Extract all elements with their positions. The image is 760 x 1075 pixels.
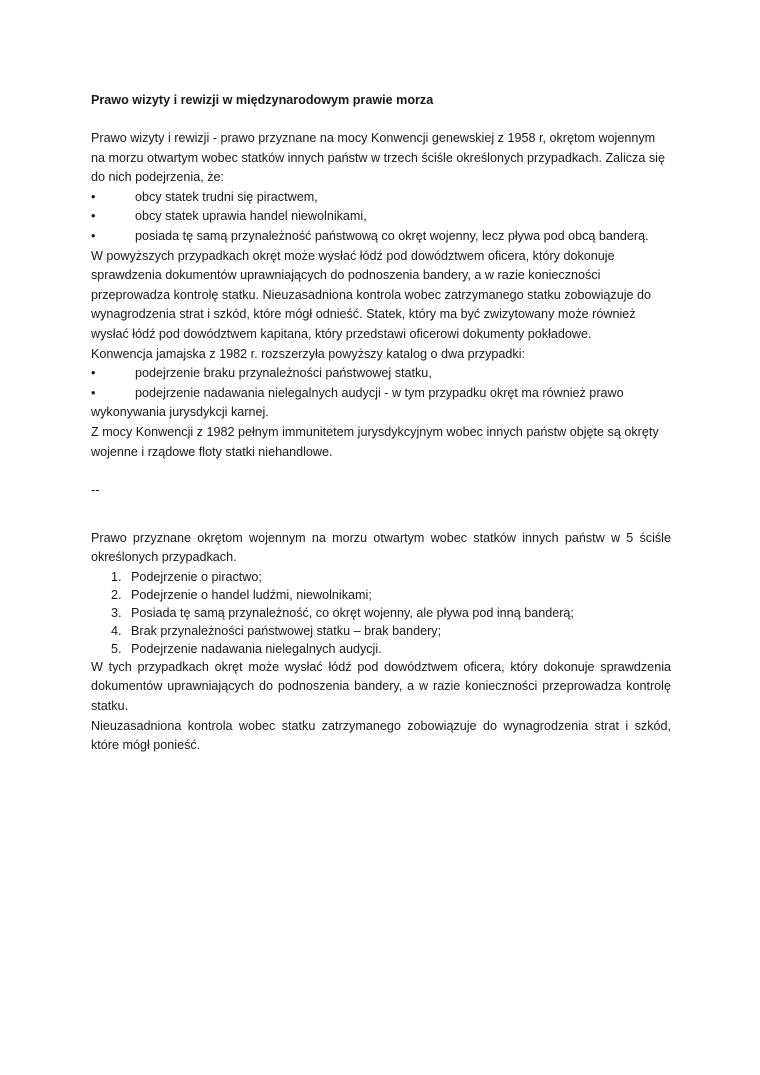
- section-two: [91, 529, 671, 756]
- bullet-icon: •: [91, 209, 96, 224]
- bullet-icon: •: [91, 385, 96, 400]
- separator: --: [91, 483, 100, 498]
- section-one: [91, 129, 671, 462]
- section-two-paragraph-2: W tych przypadkach okręt może wysłać łódź pod dowództwem oficera, który dokonuje sprawdzenia dokumentów uprawniających do podnoszenia bandery, a w razie konieczności przeprowadza kontrolę statku.: [91, 659, 671, 714]
- list-item: 5. Podejrzenie nadawania nielegalnych audycji.: [111, 641, 382, 656]
- section-two-paragraph-3: Nieuzasadniona kontrola wobec statku zatrzymanego zobowiązuje do wynagrodzenia strat i szkód, które mógł ponieść.: [91, 718, 671, 753]
- section-one-paragraph-4: Z mocy Konwencji z 1982 pełnym immunitetem jurysdykcyjnym wobec innych państw objęte są okręty wojenne i rządowe floty statki niehandlowe.: [91, 424, 659, 459]
- numbered-list: [91, 568, 671, 658]
- section-one-intro: Prawo wizyty i rewizji - prawo przyznane na mocy Konwencji genewskiej z 1958 r, okrętom wojennym na morzu otwartym wobec statków innych państw w trzech ściśle określonych przypadkach. Zalicza się do nich podejrzenia, że:: [91, 131, 665, 185]
- bullet-list-suspicions: [91, 188, 671, 247]
- section-one-paragraph-2: W powyższych przypadkach okręt może wysłać łódź pod dowództwem oficera, który dokonuje sprawdzenia dokumentów uprawniających do podnoszenia bandery, a w razie konieczności przeprowadza kontrolę statku. Nieuzasadniona kontrola wobec zatrzymanego statku zobowiązuje do wynagrodzenia strat i szkód, które mógł odnieść. Statek, który ma być zwizytowany może również wysłać łódź pod dowództwem kapitana, który przedstawi oficerowi dokumenty pokładowe.: [91, 248, 652, 341]
- list-item: 2. Podejrzenie o handel ludźmi, niewolnikami;: [111, 587, 372, 602]
- bullet-list-jamaica: [91, 364, 671, 423]
- bullet-icon: •: [91, 189, 96, 204]
- list-item: • podejrzenie braku przynależności państwowej statku,: [91, 364, 671, 384]
- list-item: • podejrzenie nadawania nielegalnych audycji - w tym przypadku okręt ma również prawo wykonywania jurysdykcji karnej.: [91, 385, 624, 420]
- bullet-icon: •: [91, 228, 96, 243]
- bullet-icon: •: [91, 366, 96, 381]
- list-item: 1. Podejrzenie o piractwo;: [111, 569, 262, 584]
- list-item: 4. Brak przynależności państwowej statku – brak bandery;: [111, 623, 442, 638]
- document-page: [91, 90, 671, 756]
- list-item: 3. Posiada tę samą przynależność, co okręt wojenny, ale pływa pod inną banderą;: [111, 605, 574, 620]
- document-title: Prawo wizyty i rewizji w międzynarodowym prawie morza: [91, 93, 434, 107]
- list-item: • obcy statek uprawia handel niewolnikami,: [91, 207, 671, 227]
- list-item: • obcy statek trudni się piractwem,: [91, 188, 671, 208]
- section-two-intro: Prawo przyznane okrętom wojennym na morzu otwartym wobec statków innych państw w 5 ściśle określonych przypadkach.: [91, 530, 671, 565]
- list-item: • posiada tę samą przynależność państwową co okręt wojenny, lecz pływa pod obcą banderą.: [91, 227, 671, 247]
- section-one-paragraph-3: Konwencja jamajska z 1982 r. rozszerzyła powyższy katalog o dwa przypadki:: [91, 346, 525, 361]
